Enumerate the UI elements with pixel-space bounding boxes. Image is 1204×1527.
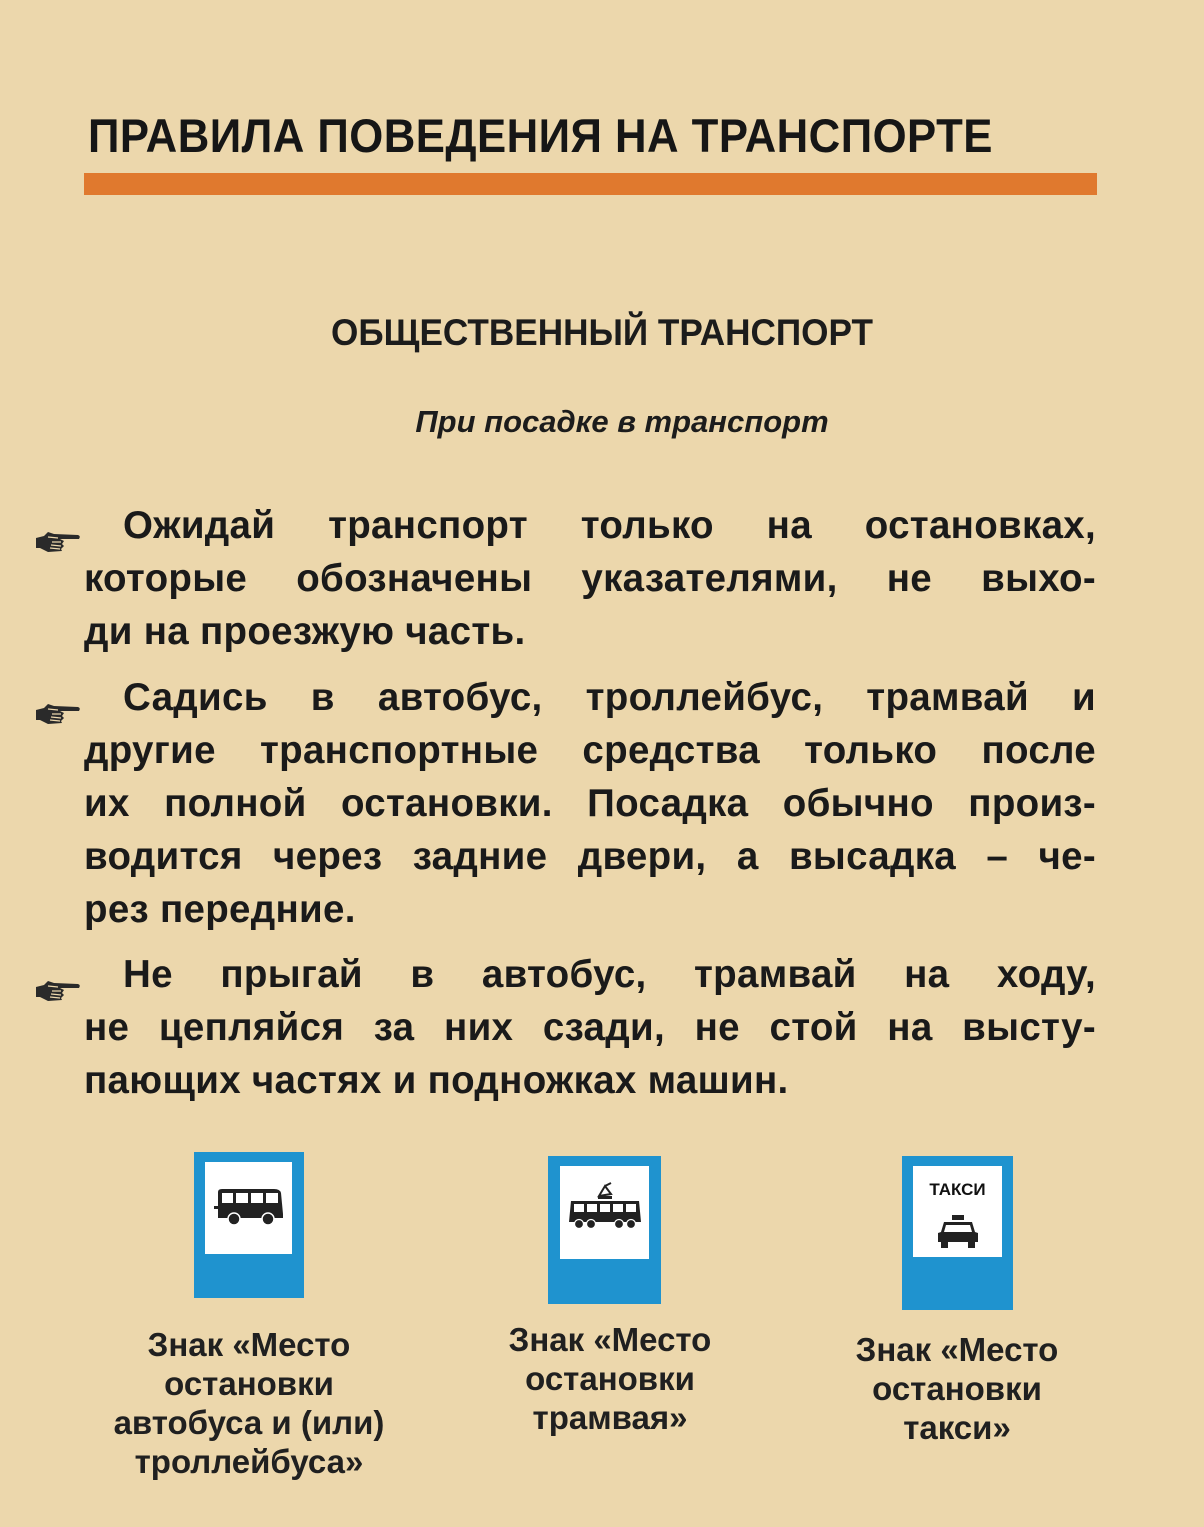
- rule-line: которые обозначены указателями, не выхо-: [84, 557, 1096, 600]
- pointing-hand-icon: [34, 702, 82, 728]
- rule-line: пающих частях и подножках машин.: [84, 1059, 789, 1102]
- taxi-sign-label: ТАКСИ: [929, 1180, 986, 1199]
- pointing-hand-icon: [34, 979, 82, 1005]
- bus-stop-sign: [194, 1152, 304, 1298]
- tram-stop-caption: [448, 1320, 772, 1437]
- rule-line: их полной остановки. Посадка обычно произ-: [84, 782, 1096, 825]
- rule-line: Ожидай транспорт только на остановках,: [123, 504, 1096, 547]
- caption-line: остановки: [872, 1370, 1042, 1407]
- tram-stop-sign: [548, 1156, 661, 1304]
- caption-line: Знак «Место: [508, 1321, 712, 1358]
- rule-line: Не прыгай в автобус, трамвай на ходу,: [123, 953, 1096, 996]
- caption-line: такси»: [903, 1409, 1011, 1446]
- tram-icon: [565, 1182, 645, 1232]
- pointing-hand-icon: [34, 530, 82, 556]
- caption-line: остановки: [525, 1360, 695, 1397]
- caption-line: остановки: [164, 1365, 334, 1402]
- taxi-stop-caption: [806, 1330, 1108, 1447]
- page-title: ПРАВИЛА ПОВЕДЕНИЯ НА ТРАНСПОРТЕ: [88, 109, 993, 162]
- caption-line: Знак «Место: [855, 1331, 1059, 1368]
- caption-line: Знак «Место: [147, 1326, 351, 1363]
- bus-stop-caption: [82, 1325, 416, 1481]
- caption-line: трамвая»: [532, 1399, 688, 1436]
- taxi-stop-sign: [902, 1156, 1013, 1310]
- caption-line: автобуса и (или): [113, 1404, 385, 1441]
- title-underline-bar: [84, 173, 1097, 195]
- rule-line: рез передние.: [84, 888, 356, 931]
- caption-line: троллейбуса»: [134, 1443, 364, 1480]
- section-heading: ОБЩЕСТВЕННЫЙ ТРАНСПОРТ: [331, 312, 873, 353]
- bus-icon: [212, 1188, 286, 1228]
- rule-line: ди на проезжую часть.: [84, 610, 526, 653]
- taxi-icon: [935, 1214, 981, 1250]
- rule-line: другие транспортные средства только после: [84, 729, 1096, 772]
- rule-line: водится через задние двери, а высадка – че-: [84, 835, 1096, 878]
- section-subheading: При посадке в транспорт: [415, 404, 829, 439]
- rule-line: не цепляйся за них сзади, не стой на высту-: [84, 1006, 1096, 1049]
- rule-line: Садись в автобус, троллейбус, трамвай и: [123, 676, 1096, 719]
